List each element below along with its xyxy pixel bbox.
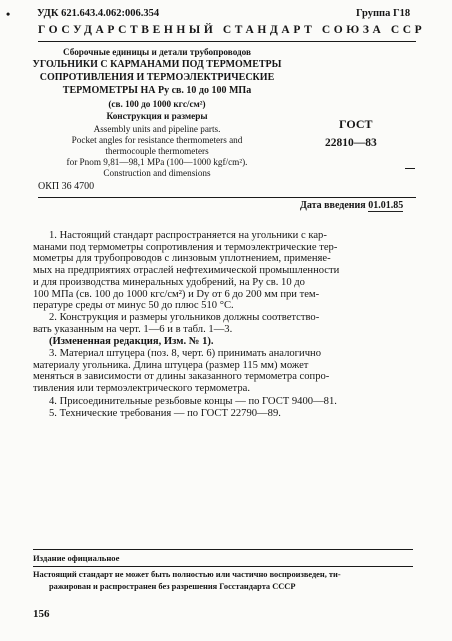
group-code: Группа Г18: [356, 8, 411, 19]
title-subtitle: Сборочные единицы и детали трубопроводов: [62, 47, 252, 57]
effective-date: [300, 200, 403, 211]
paragraph-5: [33, 408, 413, 420]
corner-bullet: •: [6, 7, 11, 21]
reproduction-notice-1: Настоящий стандарт не может быть полностью или частично воспроизведен, ти-: [33, 570, 341, 579]
footer-rule-mid: [33, 566, 413, 567]
english-line-5: Construction and dimensions: [103, 168, 211, 178]
english-line-3: thermocouple thermometers: [105, 146, 209, 156]
edition-label: Издание официальное: [33, 553, 120, 563]
paragraph-1: [33, 230, 413, 312]
title-line-4: (св. 100 до 1000 кгс/см²): [108, 99, 206, 109]
title-line-2: СОПРОТИВЛЕНИЯ И ТЕРМОЭЛЕКТРИЧЕСКИЕ: [39, 72, 275, 83]
amendment-note: [33, 336, 413, 348]
paragraph-line: 5. Технические требования — по ГОСТ 22790—89.: [49, 408, 281, 419]
paragraph-line: мометры для трубопроводов с линзовым уплотнением, применяе-: [33, 253, 331, 265]
title-line-3: ТЕРМОМЕТРЫ НА Pу св. 10 до 100 МПа: [62, 85, 252, 96]
okp-code: ОКП 36 4700: [38, 181, 95, 192]
footer-rule-top: [33, 549, 413, 550]
standard-name: ГОСУДАРСТВЕННЫЙ СТАНДАРТ СОЮЗА ССР: [38, 24, 426, 36]
gost-label: ГОСТ: [339, 117, 373, 131]
title-block-rule: [38, 197, 416, 198]
title-line-1: УГОЛЬНИКИ С КАРМАНАМИ ПОД ТЕРМОМЕТРЫ: [32, 59, 282, 70]
gost-mark: [405, 168, 415, 169]
english-line-1: Assembly units and pipeline parts.: [93, 124, 221, 134]
effective-date-value: 01.01.85: [368, 200, 404, 211]
paragraph-3: [33, 348, 413, 395]
effective-date-label: Дата введения: [300, 200, 366, 211]
udk-code: УДК 621.643.4.062:006.354: [37, 8, 160, 19]
english-line-2: Pocket angles for resistance thermometers and: [71, 135, 243, 145]
paragraph-line: 4. Присоединительные резьбовые концы — по ГОСТ 9400—81.: [49, 396, 337, 407]
paragraph-line: манами под термометры сопротивления и термоэлектрические тер-: [33, 241, 338, 253]
paragraph-line: 2. Конструкция и размеры угольников должны соответство-: [49, 312, 320, 323]
paragraph-2: [33, 312, 413, 335]
paragraph-line: пературе среды от минус 50 до плюс 510 °С.: [33, 300, 234, 312]
paragraph-line: мых на предприятиях отраслей нефтехимической промышленности: [33, 265, 340, 277]
paragraph-line: 1. Настоящий стандарт распространяется на угольники с кар-: [49, 230, 327, 241]
paragraph-line: вать указанным на черт. 1—6 и в табл. 1—3.: [33, 323, 233, 335]
gost-number: 22810—83: [325, 137, 377, 149]
page-number: 156: [33, 608, 50, 620]
paragraph-line: 100 МПа (св. 100 до 1000 кгс/см²) и Dу от 6 до 200 мм при тем-: [33, 288, 320, 300]
header-rule: [38, 41, 416, 42]
paragraph-line: и для производства минеральных удобрений, на Pу св. 10 до: [33, 276, 305, 288]
paragraph-line: тивления или термоэлектрического термометра.: [33, 383, 250, 395]
paragraph-line: материалу угольника. Длина штуцера (размер 115 мм) может: [33, 359, 309, 371]
paragraph-4: [33, 396, 413, 408]
paragraph-line: (Измененная редакция, Изм. № 1).: [49, 336, 214, 347]
paragraph-line: 3. Материал штуцера (поз. 8, черт. 6) принимать аналогично: [49, 348, 321, 359]
reproduction-notice-2: ражирован и распространен без разрешения Госстандарта СССР: [49, 582, 296, 591]
english-line-4: for Pnom 9,81—98,1 MPa (100—1000 kgf/cm²).: [66, 157, 248, 167]
paragraph-line: меняться в зависимости от длины заказанного термометра сопро-: [33, 371, 330, 383]
title-line-5: Конструкция и размеры: [106, 111, 208, 121]
